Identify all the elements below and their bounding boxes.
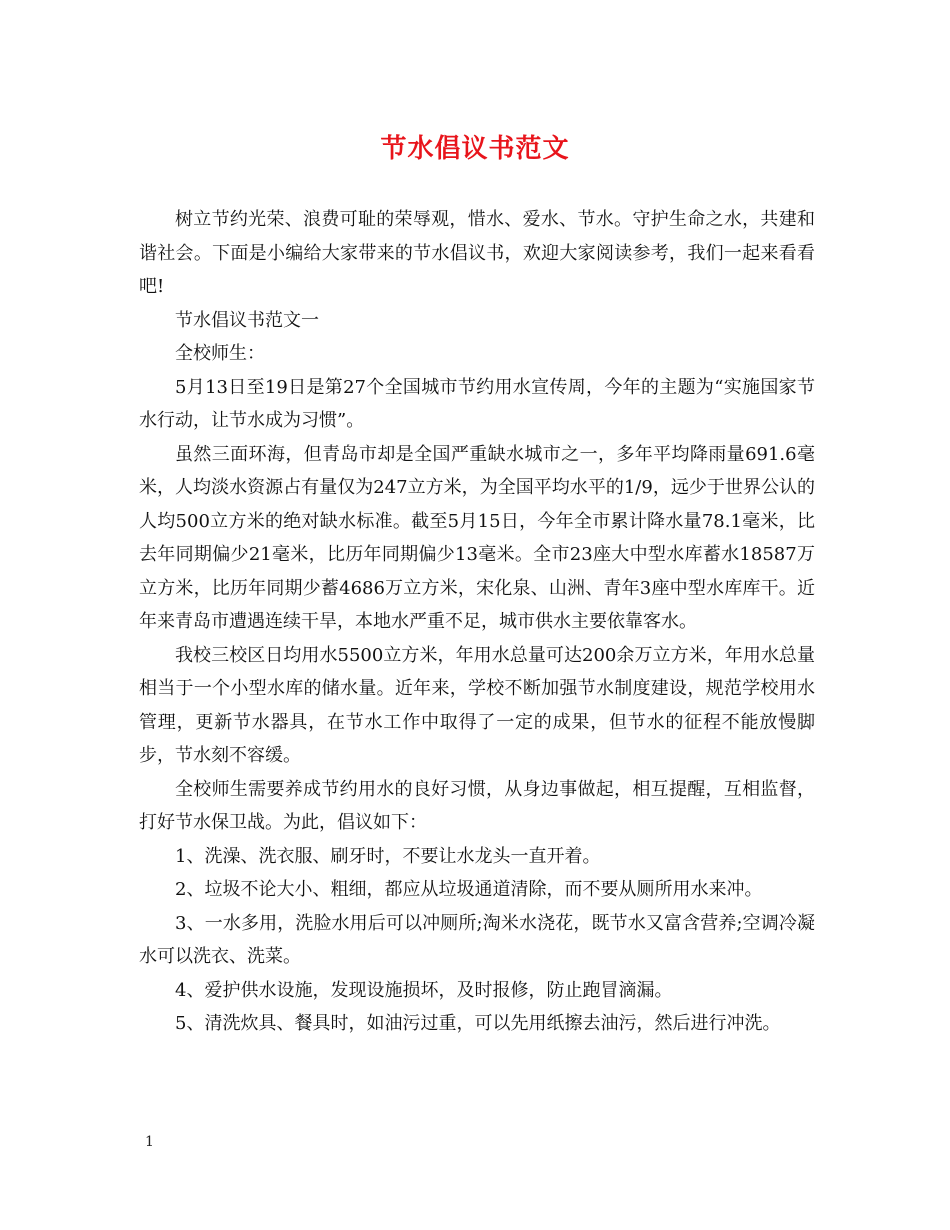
page-number: 1	[145, 1134, 154, 1150]
list-item: 4、爱护供水设施，发现设施损坏，及时报修，防止跑冒滴漏。	[175, 979, 673, 1001]
body-paragraph: 全校师生需要养成节约用水的良好习惯，从身边事做起，相互提醒，互相监督，打好节水保卫战。为此，倡议如下：	[139, 778, 815, 833]
salutation: 全校师生：	[175, 343, 265, 364]
list-item: 5、清洗炊具、餐具时，如油污过重，可以先用纸擦去油污，然后进行冲洗。	[175, 1013, 781, 1034]
list-item: 2、垃圾不论大小、粗细，都应从垃圾通道清除，而不要从厕所用水来冲。	[175, 879, 763, 900]
body-paragraph: 虽然三面环海，但青岛市却是全国严重缺水城市之一，多年平均降雨量691.6毫米，人均淡水资源占有量仅为247立方米，为全国平均水平的1/9，远少于世界公认的人均500立方米的绝对缺水标准。截至5月15日，今年全市累计降水量78.1毫米，比去年同期偏少21毫米，比历年同期偏少13毫米。全市23座大中型水库蓄水18587万立方米，比历年同期少蓄4686万立方米，宋化泉、山洲、青年3座中型水库库干。近年来青岛市遭遇连续干旱，本地水严重不足，城市供水主要依靠客水。	[139, 443, 815, 632]
document-body	[139, 203, 815, 1041]
list-item: 1、洗澡、洗衣服、刷牙时，不要让水龙头一直开着。	[175, 845, 601, 867]
body-paragraph: 5月13日至19日是第27个全国城市节约用水宣传周，今年的主题为“实施国家节水行动，让节水成为习惯”。	[139, 376, 815, 431]
intro-paragraph: 树立节约光荣、浪费可耻的荣辱观，惜水、爱水、节水。守护生命之水，共建和谐社会。下面是小编给大家带来的节水倡议书，欢迎大家阅读参考，我们一起来看看吧!	[139, 209, 815, 297]
body-paragraph: 我校三校区日均用水5500立方米，年用水总量可达200余万立方米，年用水总量相当于一个小型水库的储水量。近年来，学校不断加强节水制度建设，规范学校用水管理，更新节水器具，在节水工作中取得了一定的成果，但节水的征程不能放慢脚步，节水刻不容缓。	[139, 644, 815, 766]
list-item: 3、一水多用，洗脸水用后可以冲厕所;淘米水浇花，既节水又富含营养;空调冷凝水可以洗衣、洗菜。	[139, 912, 815, 967]
page-title: 节水倡议书范文	[380, 134, 570, 164]
section-heading: 节水倡议书范文一	[175, 309, 319, 331]
